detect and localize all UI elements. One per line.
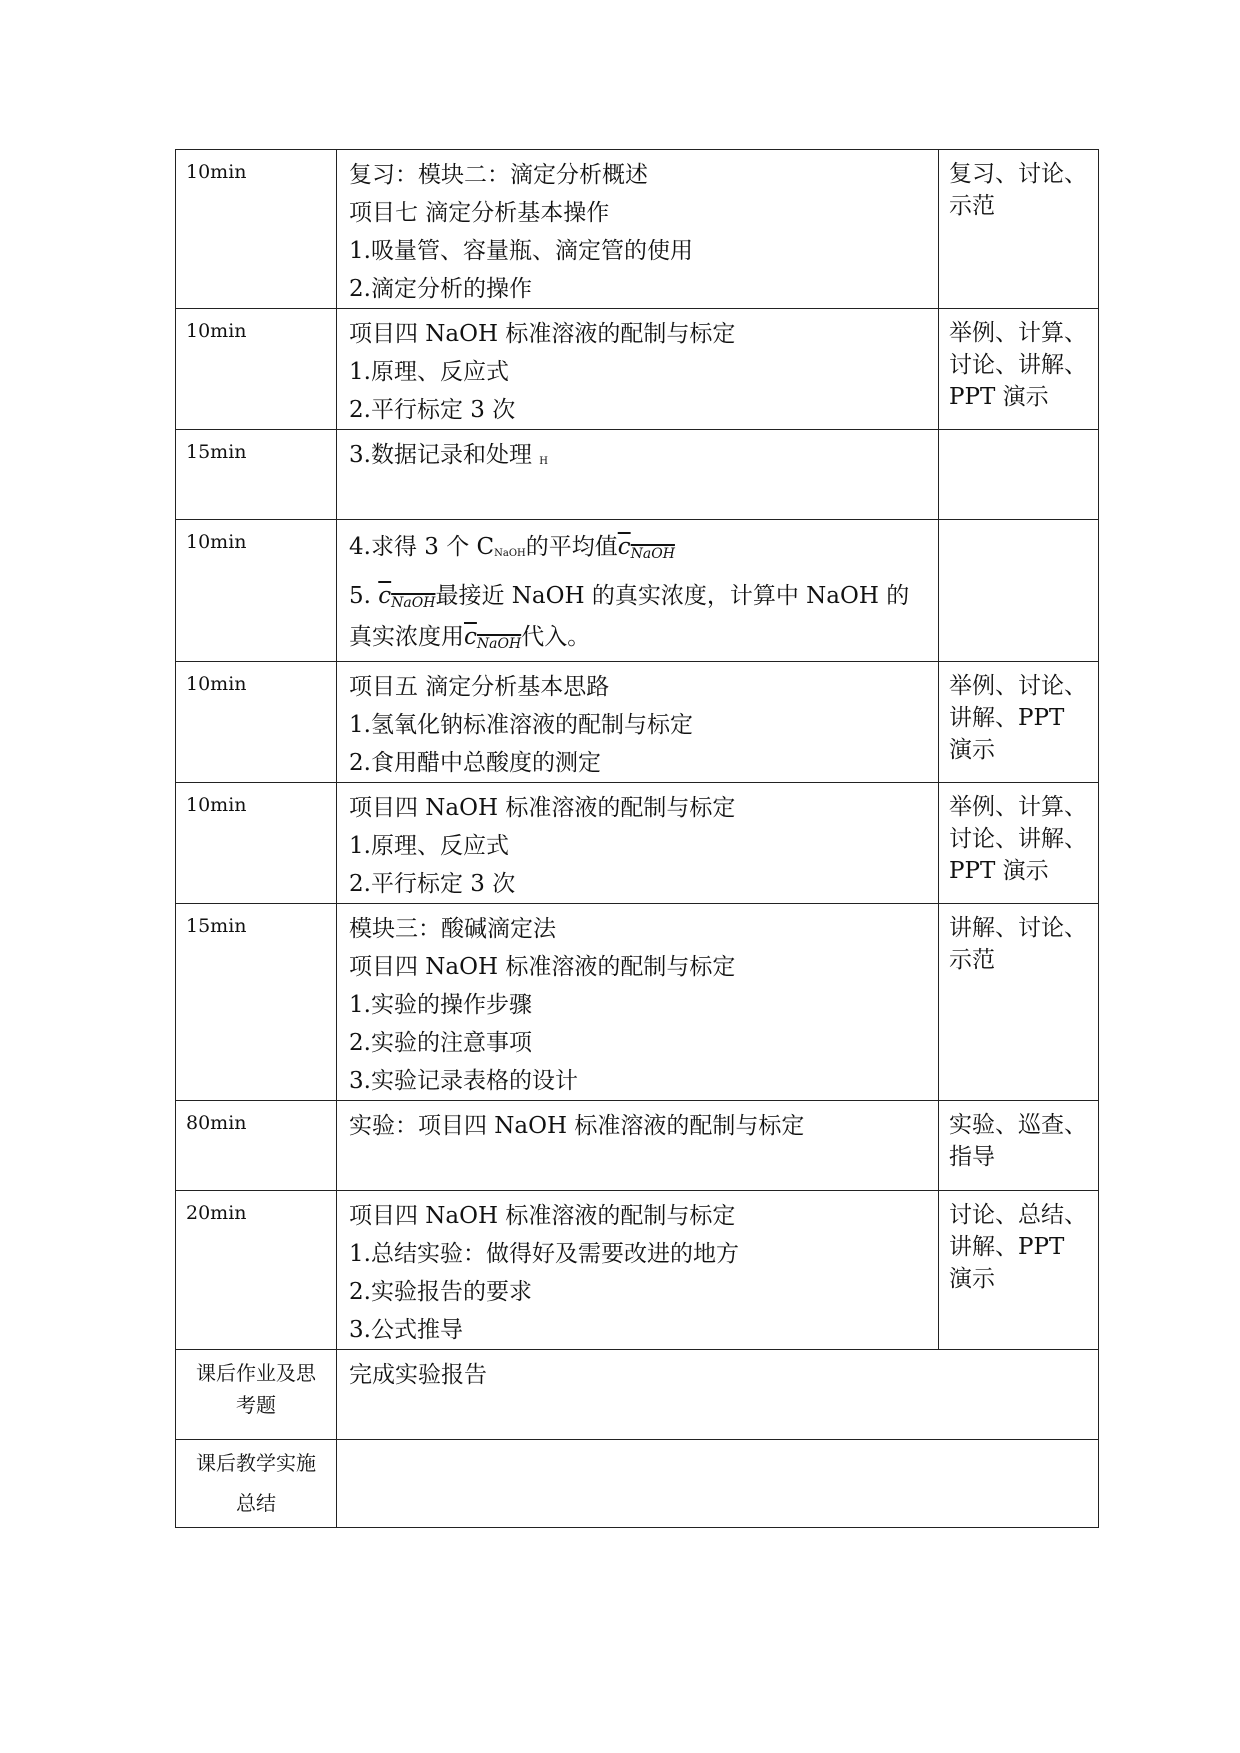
time-cell: 10min [186, 673, 247, 695]
method-cell: 举例、讨论、讲解、PPT 演示 [949, 673, 1087, 763]
method-cell: 复习、讨论、示范 [949, 161, 1087, 219]
table-row [176, 904, 1099, 1101]
content-line: 2.实验报告的要求 [349, 1279, 532, 1305]
content-text: 3.数据记录和处理 [349, 442, 532, 468]
mean-concentration-symbol: cNaOH [378, 583, 436, 611]
formula-text: 的平均值 [525, 534, 618, 560]
table-row [176, 150, 1099, 309]
content-line: 项目四 NaOH 标准溶液的配制与标定 [349, 1203, 736, 1229]
summary-row [176, 1440, 1099, 1528]
content-line: 1.实验的操作步骤 [349, 992, 532, 1018]
content-line: 3.公式推导 [349, 1317, 463, 1343]
tiny-mark: H [539, 456, 548, 467]
mean-concentration-symbol: cNaOH [617, 534, 675, 562]
content-line: 1.原理、反应式 [349, 359, 509, 385]
content-line: 2.滴定分析的操作 [349, 276, 532, 302]
content-line: 1.原理、反应式 [349, 833, 509, 859]
formula-text: 最接近 NaOH 的真实浓度，计算中 NaOH 的真实浓度用 [349, 583, 910, 650]
content-line: 项目七 滴定分析基本操作 [349, 200, 610, 226]
content-line: 模块三：酸碱滴定法 [349, 916, 556, 942]
method-cell: 讨论、总结、讲解、PPT 演示 [949, 1202, 1087, 1292]
content-line: 实验：项目四 NaOH 标准溶液的配制与标定 [349, 1113, 805, 1139]
time-cell: 20min [186, 1202, 247, 1224]
time-cell: 10min [186, 320, 247, 342]
method-cell [939, 520, 1098, 528]
method-cell: 举例、计算、讨论、讲解、PPT 演示 [949, 794, 1087, 884]
table-row [176, 430, 1099, 520]
time-cell: 10min [186, 531, 247, 553]
formula-text: 4.求得 3 个 C [349, 534, 495, 560]
content-line: 2.平行标定 3 次 [349, 871, 516, 897]
mean-concentration-symbol: cNaOH [464, 624, 522, 652]
content-line: 项目四 NaOH 标准溶液的配制与标定 [349, 795, 736, 821]
lesson-plan-table [175, 149, 1099, 1528]
subscript: NaOH [494, 548, 526, 559]
table-row [176, 783, 1099, 904]
content-line: 3.实验记录表格的设计 [349, 1068, 578, 1094]
content-line: 2.食用醋中总酸度的测定 [349, 750, 601, 776]
content-line: 1.吸量管、容量瓶、滴定管的使用 [349, 238, 693, 264]
method-cell: 讲解、讨论、示范 [949, 915, 1087, 973]
formula-line-2 [349, 579, 930, 661]
homework-label: 课后作业及思 考题 [196, 1361, 316, 1417]
table-row [176, 309, 1099, 430]
table-row [176, 520, 1099, 662]
time-cell: 10min [186, 161, 247, 183]
table-row [176, 662, 1099, 783]
content-line: 项目五 滴定分析基本思路 [349, 674, 610, 700]
homework-content: 完成实验报告 [349, 1362, 487, 1388]
formula-text: 代入。 [521, 624, 591, 650]
time-cell: 80min [186, 1112, 247, 1134]
time-cell: 10min [186, 794, 247, 816]
method-cell: 举例、计算、讨论、讲解、PPT 演示 [949, 320, 1087, 410]
method-cell: 实验、巡查、指导 [949, 1112, 1087, 1170]
content-line [349, 436, 930, 481]
time-cell: 15min [186, 915, 247, 937]
homework-row [176, 1350, 1099, 1440]
content-line: 2.实验的注意事项 [349, 1030, 532, 1056]
content-line: 项目四 NaOH 标准溶液的配制与标定 [349, 954, 736, 980]
content-line: 项目四 NaOH 标准溶液的配制与标定 [349, 321, 736, 347]
content-line: 2.平行标定 3 次 [349, 397, 516, 423]
formula-text: 5. [349, 583, 379, 609]
content-line: 复习：模块二：滴定分析概述 [349, 162, 648, 188]
table-row [176, 1101, 1099, 1191]
summary-label: 课后教学实施 总结 [196, 1451, 316, 1515]
content-line: 1.总结实验：做得好及需要改进的地方 [349, 1241, 739, 1267]
content-line: 1.氢氧化钠标准溶液的配制与标定 [349, 712, 693, 738]
table-row [176, 1191, 1099, 1350]
method-cell [939, 430, 1098, 438]
time-cell: 15min [186, 441, 247, 463]
formula-line-1 [349, 528, 930, 573]
